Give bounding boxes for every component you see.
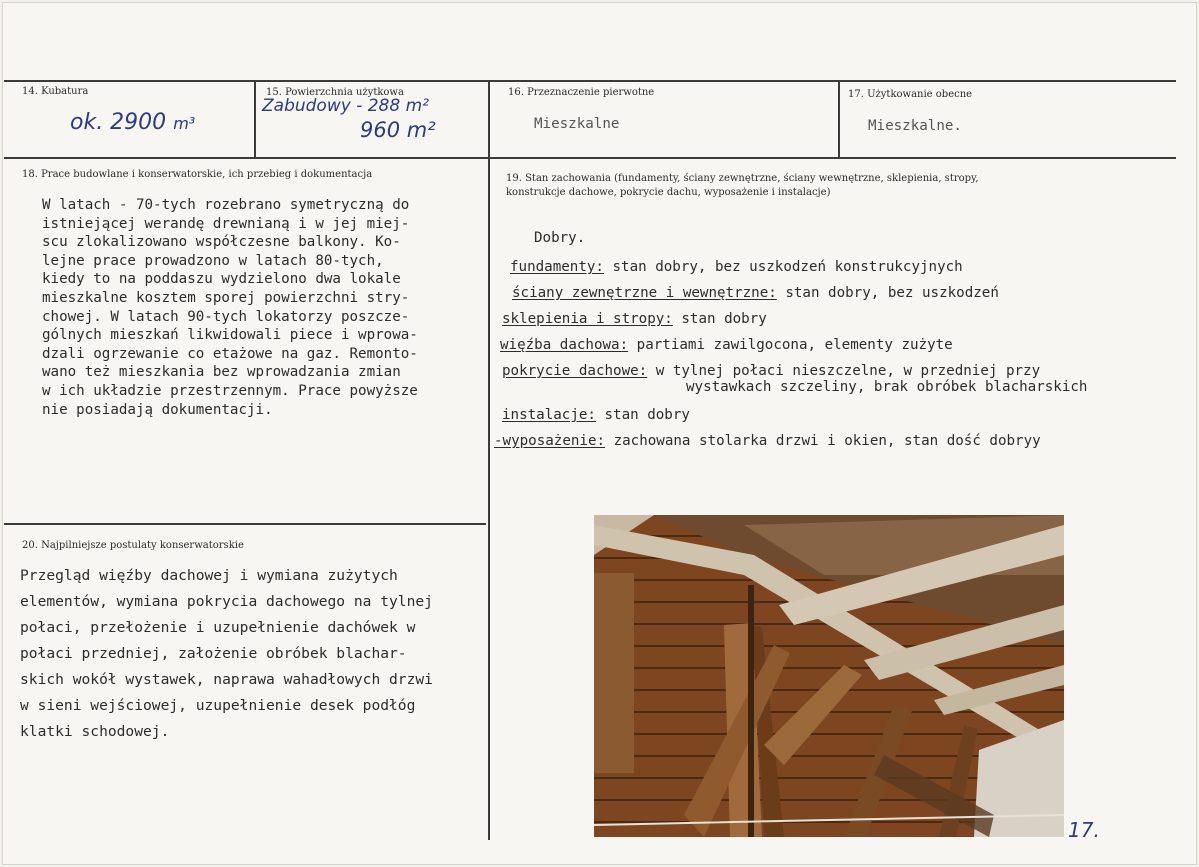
attic-photo (594, 515, 1064, 837)
condition-key: -wyposażenie: (494, 433, 606, 449)
rule-row2 (4, 157, 1176, 159)
condition-key: ściany zewnętrzne i wewnętrzne: (512, 285, 777, 301)
field-14-value (70, 110, 195, 135)
field-20-text (20, 563, 433, 745)
text-line: dzali ogrzewanie co etażowe na gaz. Remonto- (42, 345, 418, 362)
condition-text: wystawkach szczeliny, brak obróbek blacharskich (686, 379, 1088, 395)
field-17-label: 17. Użytkowanie obecne (848, 89, 973, 100)
condition-item (512, 284, 999, 303)
condition-item (500, 336, 953, 355)
condition-text: zachowana stolarka drzwi i okien, stan dość dobryy (605, 433, 1041, 449)
text-line: mieszkalne kosztem sporej powierzchni stry- (42, 289, 410, 306)
text-line: skich wokół wystawek, naprawa wahadłowych drzwi (20, 671, 433, 688)
field-18-label: 18. Prace budowlane i konserwatorskie, ich przebieg i dokumentacja (22, 169, 373, 180)
field-19-label-1: 19. Stan zachowania (fundamenty, ściany zewnętrzne, ściany wewnętrzne, sklepienia, stropy, (506, 173, 979, 184)
text-line: połaci, przełożenie i uzupełnienie dachówek w (20, 619, 416, 636)
condition-item (510, 258, 963, 277)
text-line: nie posiadają dokumentacji. (42, 401, 273, 418)
condition-key: sklepienia i stropy: (502, 311, 673, 327)
condition-item (502, 310, 767, 329)
field-19-label-2: konstrukcje dachowe, pokrycie dachu, wyposażenie i instalacje) (506, 187, 831, 198)
condition-key: pokrycie dachowe: (502, 363, 648, 379)
kubatura-value: ok. 2900 (70, 110, 167, 135)
rule-col2 (488, 80, 490, 840)
field-20-label: 20. Najpilniejsze postulaty konserwatorskie (22, 540, 244, 551)
field-16-label: 16. Przeznaczenie pierwotne (508, 87, 655, 98)
rule-col3 (838, 80, 840, 158)
kubatura-unit: m³ (173, 114, 196, 133)
condition-item (686, 378, 1087, 397)
field-15-value-1: Zabudowy - 288 m² (262, 96, 429, 116)
condition-text: stan dobry (595, 407, 690, 423)
text-line: istniejącej werandę drewnianą i w jej miej- (42, 215, 410, 232)
condition-text: partiami zawilgocona, elementy zużyte (628, 337, 953, 353)
page-number: 17. (1068, 818, 1100, 842)
text-line: scu zlokalizowano współczesne balkony. Ko- (42, 234, 401, 251)
condition-item (494, 432, 1041, 451)
condition-text: w tylnej połaci nieszczelne, w przedniej przy (647, 363, 1041, 379)
text-line: klatki schodowej. (20, 723, 170, 740)
condition-text: stan dobry, bez uszkodzeń (776, 285, 999, 301)
field-17-value: Mieszkalne. (868, 118, 962, 134)
condition-key: fundamenty: (510, 259, 604, 275)
text-line: gólnych mieszkań likwidowali piece i wprowa- (42, 327, 418, 344)
text-line: chowej. W latach 90-tych lokatorzy poszcze- (42, 308, 410, 325)
text-line: kiedy to na poddaszu wydzielono dwa lokale (42, 271, 401, 288)
condition-summary: Dobry. (534, 230, 586, 246)
field-14-label: 14. Kubatura (22, 86, 89, 97)
rule-col1 (254, 80, 256, 158)
field-15-label: 15. Powierzchnia użytkowa (266, 87, 404, 98)
condition-item (502, 406, 690, 425)
field-15-value-2: 960 m² (360, 118, 436, 142)
condition-text: stan dobry (672, 311, 767, 327)
rule-row3 (4, 523, 486, 525)
condition-text: stan dobry, bez uszkodzeń konstrukcyjnych (603, 259, 963, 275)
text-line: Przegląd więźby dachowej i wymiana zużytych (20, 567, 398, 584)
text-line: połaci przedniej, założenie obróbek blachar- (20, 645, 407, 662)
text-line: W latach - 70-tych rozebrano symetryczną do (42, 197, 410, 213)
condition-key: więźba dachowa: (500, 337, 629, 353)
attic-photo-drawing (594, 515, 1064, 837)
field-16-value: Mieszkalne (534, 116, 620, 132)
field-18-text (42, 196, 418, 419)
text-line: w sieni wejściowej, uzupełnienie desek podłóg (20, 697, 416, 714)
text-line: elementów, wymiana pokrycia dachowego na tylnej (20, 593, 433, 610)
condition-key: instalacje: (502, 407, 596, 423)
text-line: lejne prace prowadzono w latach 80-tych, (42, 252, 384, 269)
rule-top (4, 80, 1176, 82)
text-line: w ich układzie przestrzennym. Prace powyższe (42, 382, 418, 399)
text-line: wano też mieszkania bez wprowadzania zmian (42, 364, 401, 381)
